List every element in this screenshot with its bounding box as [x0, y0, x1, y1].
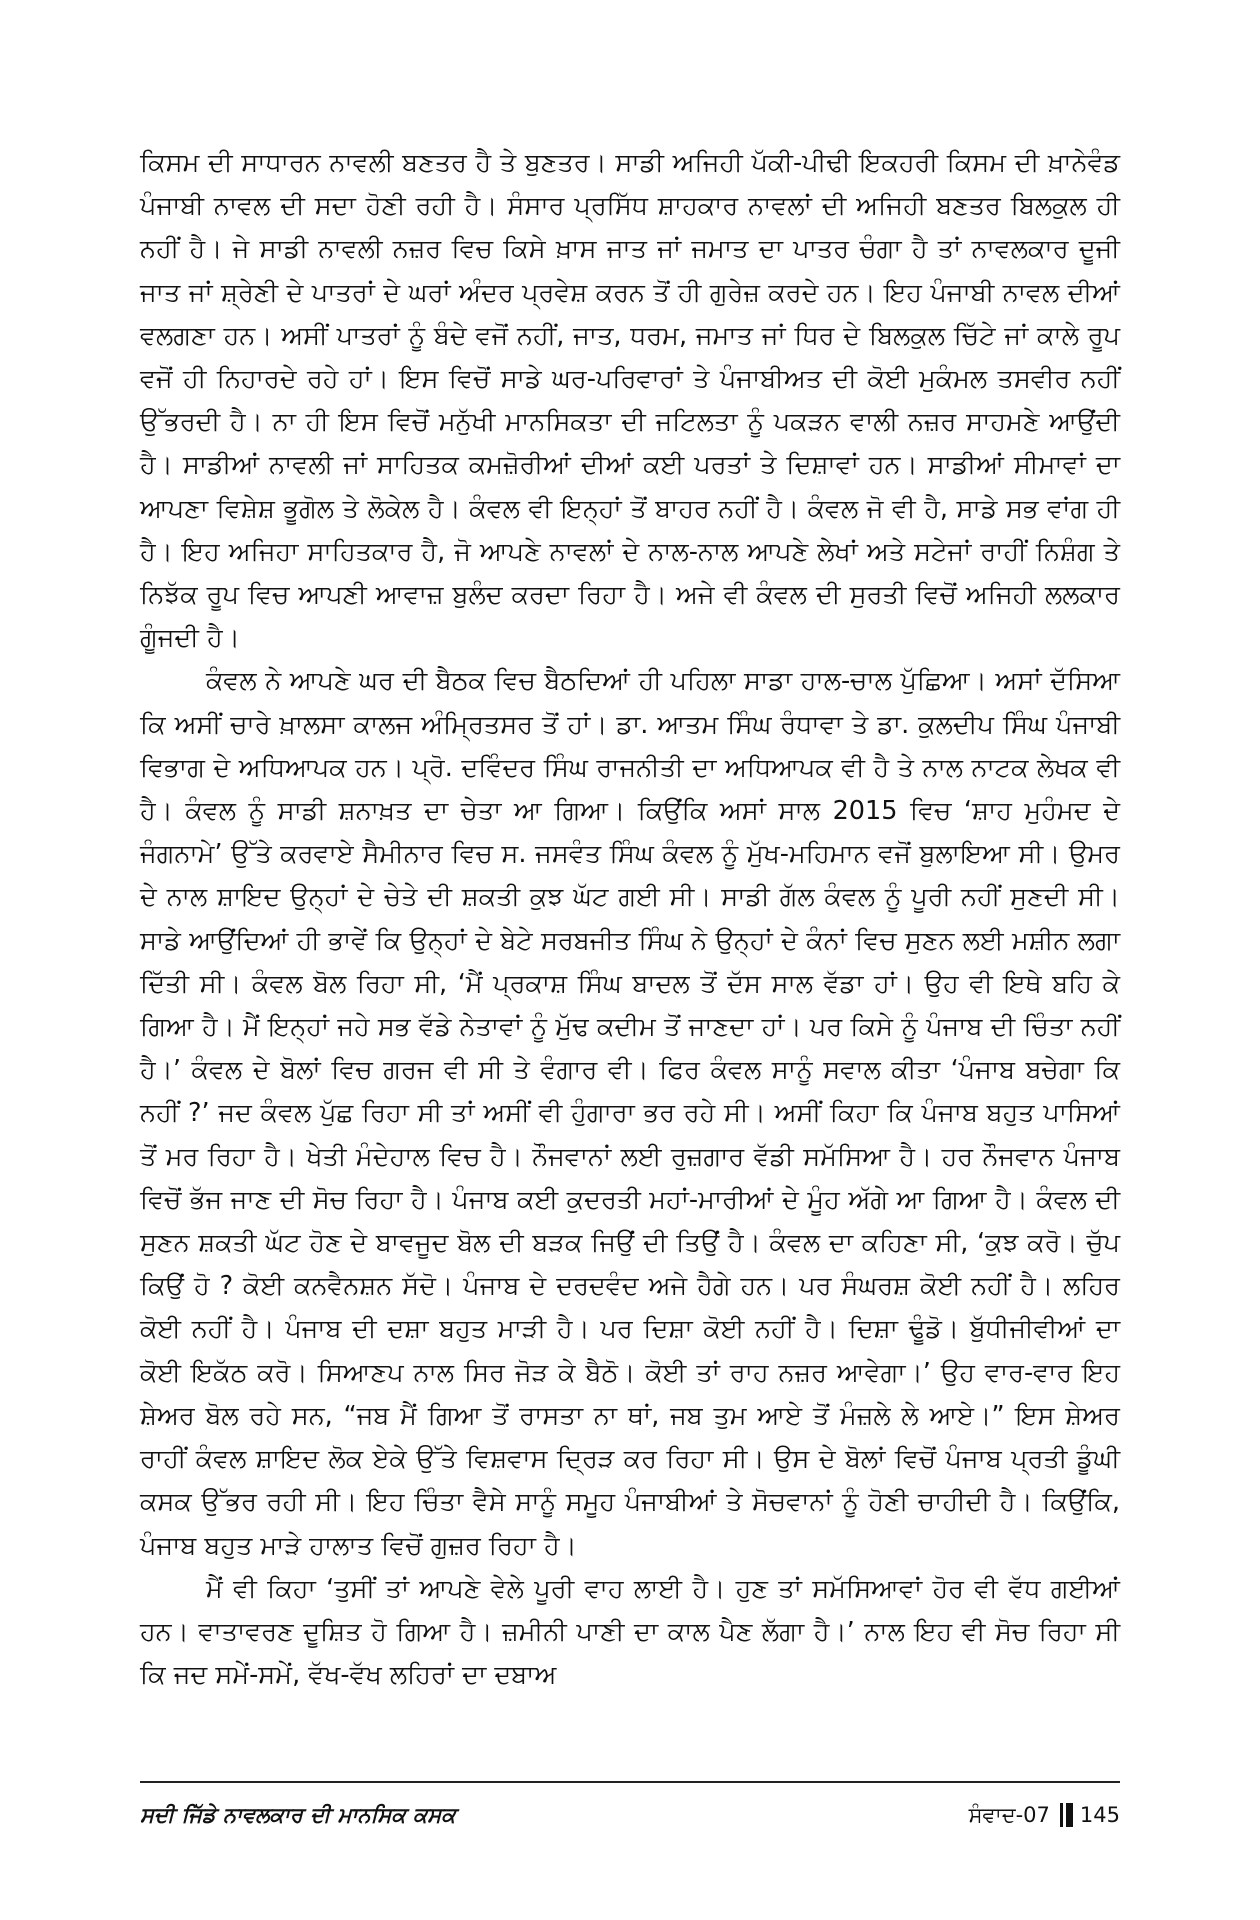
body-text — [140, 142, 1120, 1697]
page-info — [969, 1800, 1120, 1830]
footer-divider — [140, 1781, 1120, 1783]
running-title: ਸਦੀ ਜਿੱਡੇ ਨਾਵਲਕਾਰ ਦੀ ਮਾਨਸਿਕ ਕਸਕ — [140, 1803, 456, 1827]
page-number: 145 — [1079, 1803, 1120, 1827]
page-footer — [140, 1800, 1120, 1830]
paragraph-2: ਕੰਵਲ ਨੇ ਆਪਣੇ ਘਰ ਦੀ ਬੈਠਕ ਵਿਚ ਬੈਠਦਿਆਂ ਹੀ ਪਹਿਲਾ ਸਾਡਾ ਹਾਲ-ਚਾਲ ਪੁੱਛਿਆ। ਅਸਾਂ ਦੱਸਿਆ ਕਿ ਅਸੀਂ ਚਾਰੇ ਖ਼ਾਲਸਾ ਕਾਲਜ ਅੰਮ੍ਰਿਤਸਰ ਤੋਂ ਹਾਂ। ਡਾ. ਆਤਮ ਸਿੰਘ ਰੰਧਾਵਾ ਤੇ ਡਾ. ਕੁਲਦੀਪ ਸਿੰਘ ਪੰਜਾਬੀ ਵਿਭਾਗ ਦੇ ਅਧਿਆਪਕ ਹਨ। ਪ੍ਰੋ. ਦਵਿੰਦਰ ਸਿੰਘ ਰਾਜਨੀਤੀ ਦਾ ਅਧਿਆਪਕ ਵੀ ਹੈ ਤੇ ਨਾਲ ਨਾਟਕ ਲੇਖਕ ਵੀ ਹੈ। ਕੰਵਲ ਨੂੰ ਸਾਡੀ ਸ਼ਨਾਖ਼ਤ ਦਾ ਚੇਤਾ ਆ ਗਿਆ। ਕਿਉਂਕਿ ਅਸਾਂ ਸਾਲ 2015 ਵਿਚ ‘ਸ਼ਾਹ ਮੁਹੰਮਦ ਦੇ ਜੰਗਨਾਮੇ’ ਉੱਤੇ ਕਰਵਾਏ ਸੈਮੀਨਾਰ ਵਿਚ ਸ. ਜਸਵੰਤ ਸਿੰਘ ਕੰਵਲ ਨੂੰ ਮੁੱਖ-ਮਹਿਮਾਨ ਵਜੋਂ ਬੁਲਾਇਆ ਸੀ। ਉਮਰ ਦੇ ਨਾਲ ਸ਼ਾਇਦ ਉਨ੍ਹਾਂ ਦੇ ਚੇਤੇ ਦੀ ਸ਼ਕਤੀ ਕੁਝ ਘੱਟ ਗਈ ਸੀ। ਸਾਡੀ ਗੱਲ ਕੰਵਲ ਨੂੰ ਪੂਰੀ ਨਹੀਂ ਸੁਣਦੀ ਸੀ। ਸਾਡੇ ਆਉਂਦਿਆਂ ਹੀ ਭਾਵੇਂ ਕਿ ਉਨ੍ਹਾਂ ਦੇ ਬੇਟੇ ਸਰਬਜੀਤ ਸਿੰਘ ਨੇ ਉਨ੍ਹਾਂ ਦੇ ਕੰਨਾਂ ਵਿਚ ਸੁਣਨ ਲਈ ਮਸ਼ੀਨ ਲਗਾ ਦਿੱਤੀ ਸੀ। ਕੰਵਲ ਬੋਲ ਰਿਹਾ ਸੀ, ‘ਮੈਂ ਪ੍ਰਕਾਸ਼ ਸਿੰਘ ਬਾਦਲ ਤੋਂ ਦੱਸ ਸਾਲ ਵੱਡਾ ਹਾਂ। ਉਹ ਵੀ ਇਥੇ ਬਹਿ ਕੇ ਗਿਆ ਹੈ। ਮੈਂ ਇਨ੍ਹਾਂ ਜਹੇ ਸਭ ਵੱਡੇ ਨੇਤਾਵਾਂ ਨੂੰ ਮੁੱਢ ਕਦੀਮ ਤੋਂ ਜਾਣਦਾ ਹਾਂ। ਪਰ ਕਿਸੇ ਨੂੰ ਪੰਜਾਬ ਦੀ ਚਿੰਤਾ ਨਹੀਂ ਹੈ।’ ਕੰਵਲ ਦੇ ਬੋਲਾਂ ਵਿਚ ਗਰਜ ਵੀ ਸੀ ਤੇ ਵੰਗਾਰ ਵੀ। ਫਿਰ ਕੰਵਲ ਸਾਨੂੰ ਸਵਾਲ ਕੀਤਾ ‘ਪੰਜਾਬ ਬਚੇਗਾ ਕਿ ਨਹੀਂ ?’ ਜਦ ਕੰਵਲ ਪੁੱਛ ਰਿਹਾ ਸੀ ਤਾਂ ਅਸੀਂ ਵੀ ਹੁੰਗਾਰਾ ਭਰ ਰਹੇ ਸੀ। ਅਸੀਂ ਕਿਹਾ ਕਿ ਪੰਜਾਬ ਬਹੁਤ ਪਾਸਿਆਂ ਤੋਂ ਮਰ ਰਿਹਾ ਹੈ। ਖੇਤੀ ਮੰਦੇਹਾਲ ਵਿਚ ਹੈ। ਨੌਜਵਾਨਾਂ ਲਈ ਰੁਜ਼ਗਾਰ ਵੱਡੀ ਸਮੱਸਿਆ ਹੈ। ਹਰ ਨੌਜਵਾਨ ਪੰਜਾਬ ਵਿਚੋਂ ਭੱਜ ਜਾਣ ਦੀ ਸੋਚ ਰਿਹਾ ਹੈ। ਪੰਜਾਬ ਕਈ ਕੁਦਰਤੀ ਮਹਾਂ-ਮਾਰੀਆਂ ਦੇ ਮੂੰਹ ਅੱਗੇ ਆ ਗਿਆ ਹੈ। ਕੰਵਲ ਦੀ ਸੁਣਨ ਸ਼ਕਤੀ ਘੱਟ ਹੋਣ ਦੇ ਬਾਵਜੂਦ ਬੋਲ ਦੀ ਬੜਕ ਜਿਉਂ ਦੀ ਤਿਉਂ ਹੈ। ਕੰਵਲ ਦਾ ਕਹਿਣਾ ਸੀ, ‘ਕੁਝ ਕਰੋ। ਚੁੱਪ ਕਿਉਂ ਹੋ ? ਕੋਈ ਕਨਵੈਨਸ਼ਨ ਸੱਦੋ। ਪੰਜਾਬ ਦੇ ਦਰਦਵੰਦ ਅਜੇ ਹੈਗੇ ਹਨ। ਪਰ ਸੰਘਰਸ਼ ਕੋਈ ਨਹੀਂ ਹੈ। ਲਹਿਰ ਕੋਈ ਨਹੀਂ ਹੈ। ਪੰਜਾਬ ਦੀ ਦਸ਼ਾ ਬਹੁਤ ਮਾੜੀ ਹੈ। ਪਰ ਦਿਸ਼ਾ ਕੋਈ ਨਹੀਂ ਹੈ। ਦਿਸ਼ਾ ਢੂੰਡੋ। ਬੁੱਧੀਜੀਵੀਆਂ ਦਾ ਕੋਈ ਇਕੱਠ ਕਰੋ। ਸਿਆਣਪ ਨਾਲ ਸਿਰ ਜੋੜ ਕੇ ਬੈਠੋ। ਕੋਈ ਤਾਂ ਰਾਹ ਨਜ਼ਰ ਆਵੇਗਾ।’ ਉਹ ਵਾਰ-ਵਾਰ ਇਹ ਸ਼ੇਅਰ ਬੋਲ ਰਹੇ ਸਨ, “ਜਬ ਮੈਂ ਗਿਆ ਤੋਂ ਰਾਸਤਾ ਨਾ ਥਾਂ, ਜਬ ਤੁਮ ਆਏ ਤੋਂ ਮੰਜ਼ਲੇ ਲੇ ਆਏ।” ਇਸ ਸ਼ੇਅਰ ਰਾਹੀਂ ਕੰਵਲ ਸ਼ਾਇਦ ਲੋਕ ਏਕੇ ਉੱਤੇ ਵਿਸ਼ਵਾਸ ਦ੍ਰਿੜ ਕਰ ਰਿਹਾ ਸੀ। ਉਸ ਦੇ ਬੋਲਾਂ ਵਿਚੋਂ ਪੰਜਾਬ ਪ੍ਰਤੀ ਡੂੰਘੀ ਕਸਕ ਉੱਭਰ ਰਹੀ ਸੀ। ਇਹ ਚਿੰਤਾ ਵੈਸੇ ਸਾਨੂੰ ਸਮੂਹ ਪੰਜਾਬੀਆਂ ਤੇ ਸੋਚਵਾਨਾਂ ਨੂੰ ਹੋਣੀ ਚਾਹੀਦੀ ਹੈ। ਕਿਉਂਕਿ, ਪੰਜਾਬ ਬਹੁਤ ਮਾੜੇ ਹਾਲਾਤ ਵਿਚੋਂ ਗੁਜ਼ਰ ਰਿਹਾ ਹੈ। — [140, 666, 1120, 1561]
journal-issue: ਸੰਵਾਦ-07 — [968, 1803, 1050, 1827]
separator-bars-icon — [1060, 1803, 1074, 1827]
paragraph-1: ਕਿਸਮ ਦੀ ਸਾਧਾਰਨ ਨਾਵਲੀ ਬਣਤਰ ਹੈ ਤੇ ਬੁਣਤਰ। ਸਾਡੀ ਅਜਿਹੀ ਪੱਕੀ-ਪੀਢੀ ਇਕਹਰੀ ਕਿਸਮ ਦੀ ਖ਼ਾਨੇਵੰਡ ਪੰਜਾਬੀ ਨਾਵਲ ਦੀ ਸਦਾ ਹੋਣੀ ਰਹੀ ਹੈ। ਸੰਸਾਰ ਪ੍ਰਸਿੱਧ ਸ਼ਾਹਕਾਰ ਨਾਵਲਾਂ ਦੀ ਅਜਿਹੀ ਬਣਤਰ ਬਿਲਕੁਲ ਹੀ ਨਹੀਂ ਹੈ। ਜੇ ਸਾਡੀ ਨਾਵਲੀ ਨਜ਼ਰ ਵਿਚ ਕਿਸੇ ਖ਼ਾਸ ਜਾਤ ਜਾਂ ਜਮਾਤ ਦਾ ਪਾਤਰ ਚੰਗਾ ਹੈ ਤਾਂ ਨਾਵਲਕਾਰ ਦੂਜੀ ਜਾਤ ਜਾਂ ਸ਼੍ਰੇਣੀ ਦੇ ਪਾਤਰਾਂ ਦੇ ਘਰਾਂ ਅੰਦਰ ਪ੍ਰਵੇਸ਼ ਕਰਨ ਤੋਂ ਹੀ ਗੁਰੇਜ਼ ਕਰਦੇ ਹਨ। ਇਹ ਪੰਜਾਬੀ ਨਾਵਲ ਦੀਆਂ ਵਲਗਣਾ ਹਨ। ਅਸੀਂ ਪਾਤਰਾਂ ਨੂੰ ਬੰਦੇ ਵਜੋਂ ਨਹੀਂ, ਜਾਤ, ਧਰਮ, ਜਮਾਤ ਜਾਂ ਧਿਰ ਦੇ ਬਿਲਕੁਲ ਚਿੱਟੇ ਜਾਂ ਕਾਲੇ ਰੂਪ ਵਜੋਂ ਹੀ ਨਿਹਾਰਦੇ ਰਹੇ ਹਾਂ। ਇਸ ਵਿਚੋਂ ਸਾਡੇ ਘਰ-ਪਰਿਵਾਰਾਂ ਤੇ ਪੰਜਾਬੀਅਤ ਦੀ ਕੋਈ ਮੁਕੰਮਲ ਤਸਵੀਰ ਨਹੀਂ ਉੱਭਰਦੀ ਹੈ। ਨਾ ਹੀ ਇਸ ਵਿਚੋਂ ਮਨੁੱਖੀ ਮਾਨਸਿਕਤਾ ਦੀ ਜਟਿਲਤਾ ਨੂੰ ਪਕੜਨ ਵਾਲੀ ਨਜ਼ਰ ਸਾਹਮਣੇ ਆਉਂਦੀ ਹੈ। ਸਾਡੀਆਂ ਨਾਵਲੀ ਜਾਂ ਸਾਹਿਤਕ ਕਮਜ਼ੋਰੀਆਂ ਦੀਆਂ ਕਈ ਪਰਤਾਂ ਤੇ ਦਿਸ਼ਾਵਾਂ ਹਨ। ਸਾਡੀਆਂ ਸੀਮਾਵਾਂ ਦਾ ਆਪਣਾ ਵਿਸ਼ੇਸ਼ ਭੂਗੋਲ ਤੇ ਲੋਕੇਲ ਹੈ। ਕੰਵਲ ਵੀ ਇਨ੍ਹਾਂ ਤੋਂ ਬਾਹਰ ਨਹੀਂ ਹੈ। ਕੰਵਲ ਜੋ ਵੀ ਹੈ, ਸਾਡੇ ਸਭ ਵਾਂਗ ਹੀ ਹੈ। ਇਹ ਅਜਿਹਾ ਸਾਹਿਤਕਾਰ ਹੈ, ਜੋ ਆਪਣੇ ਨਾਵਲਾਂ ਦੇ ਨਾਲ-ਨਾਲ ਆਪਣੇ ਲੇਖਾਂ ਅਤੇ ਸਟੇਜਾਂ ਰਾਹੀਂ ਨਿਸ਼ੰਗ ਤੇ ਨਿਝੱਕ ਰੂਪ ਵਿਚ ਆਪਣੀ ਆਵਾਜ਼ ਬੁਲੰਦ ਕਰਦਾ ਰਿਹਾ ਹੈ। ਅਜੇ ਵੀ ਕੰਵਲ ਦੀ ਸੁਰਤੀ ਵਿਚੋਂ ਅਜਿਹੀ ਲਲਕਾਰ ਗੂੰਜਦੀ ਹੈ। — [140, 148, 1120, 654]
paragraph-3: ਮੈਂ ਵੀ ਕਿਹਾ ‘ਤੁਸੀਂ ਤਾਂ ਆਪਣੇ ਵੇਲੇ ਪੂਰੀ ਵਾਹ ਲਾਈ ਹੈ। ਹੁਣ ਤਾਂ ਸਮੱਸਿਆਵਾਂ ਹੋਰ ਵੀ ਵੱਧ ਗਈਆਂ ਹਨ। ਵਾਤਾਵਰਣ ਦੂਸ਼ਿਤ ਹੋ ਗਿਆ ਹੈ। ਜ਼ਮੀਨੀ ਪਾਣੀ ਦਾ ਕਾਲ ਪੈਣ ਲੱਗਾ ਹੈ।’ ਨਾਲ ਇਹ ਵੀ ਸੋਚ ਰਿਹਾ ਸੀ ਕਿ ਜਦ ਸਮੇਂ-ਸਮੇਂ, ਵੱਖ-ਵੱਖ ਲਹਿਰਾਂ ਦਾ ਦਬਾਅ — [140, 1573, 1120, 1691]
